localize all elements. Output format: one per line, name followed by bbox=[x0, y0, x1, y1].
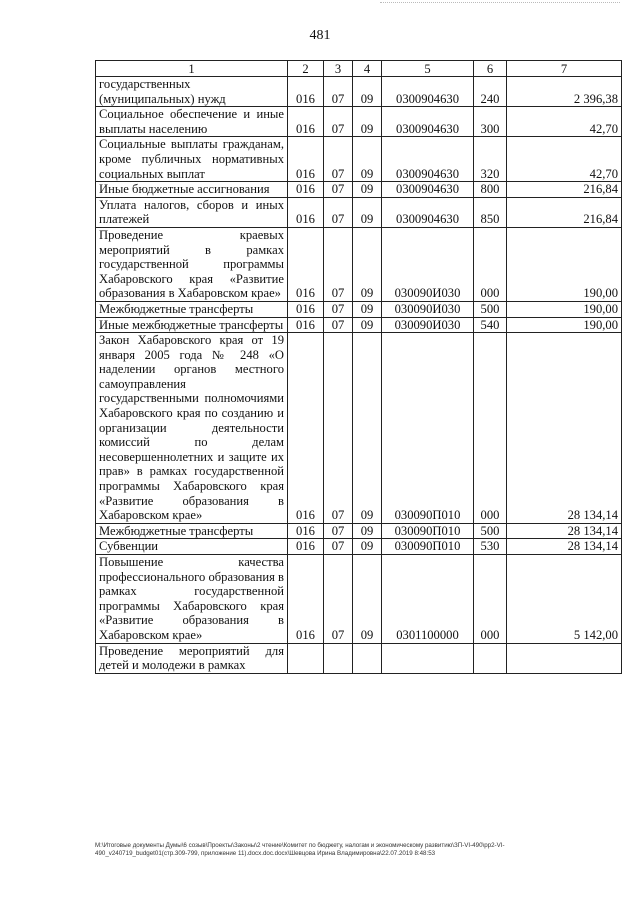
section-code-cell: 07 bbox=[324, 333, 353, 524]
table-row bbox=[96, 643, 622, 673]
expense-type-cell bbox=[474, 643, 507, 673]
expense-type-cell: 000 bbox=[474, 333, 507, 524]
amount-cell: 28 134,14 bbox=[507, 523, 622, 539]
table-header-row bbox=[96, 61, 622, 77]
grbs-code-cell: 016 bbox=[288, 555, 324, 644]
expense-name-cell: государственных (муниципальных) нужд bbox=[96, 77, 288, 107]
section-code-cell: 07 bbox=[324, 137, 353, 182]
section-code-cell: 07 bbox=[324, 555, 353, 644]
header-col-4: 4 bbox=[353, 61, 382, 77]
expense-type-cell: 000 bbox=[474, 227, 507, 301]
amount-cell: 190,00 bbox=[507, 227, 622, 301]
amount-cell: 42,70 bbox=[507, 137, 622, 182]
table-row bbox=[96, 107, 622, 137]
target-article-cell: 030090П010 bbox=[382, 333, 474, 524]
grbs-code-cell: 016 bbox=[288, 301, 324, 317]
header-col-6: 6 bbox=[474, 61, 507, 77]
amount-cell bbox=[507, 643, 622, 673]
page-number: 481 bbox=[309, 28, 331, 43]
table-row bbox=[96, 333, 622, 524]
subsection-code-cell: 09 bbox=[353, 301, 382, 317]
table-row bbox=[96, 182, 622, 198]
subsection-code-cell bbox=[353, 643, 382, 673]
target-article-cell: 030090П010 bbox=[382, 539, 474, 555]
header-col-2: 2 bbox=[288, 61, 324, 77]
expense-type-cell: 500 bbox=[474, 523, 507, 539]
expense-name-cell: Межбюджетные трансферты bbox=[96, 301, 288, 317]
grbs-code-cell: 016 bbox=[288, 77, 324, 107]
subsection-code-cell: 09 bbox=[353, 555, 382, 644]
footer-line-1: М:\Итоговые документы Думы\6 созыв\Проекты\Законы\2 чтение\Комитет по бюджету, налогам и экономическому развитию\ЗП-VI-490\pp2-VI- bbox=[95, 842, 505, 849]
subsection-code-cell: 09 bbox=[353, 197, 382, 227]
expense-name-cell: Социальные выплаты гражданам, кроме публичных нормативных социальных выплат bbox=[96, 137, 288, 182]
subsection-code-cell: 09 bbox=[353, 107, 382, 137]
header-col-7: 7 bbox=[507, 61, 622, 77]
section-code-cell: 07 bbox=[324, 523, 353, 539]
target-article-cell: 0300904630 bbox=[382, 182, 474, 198]
expense-type-cell: 540 bbox=[474, 317, 507, 333]
target-article-cell: 0300904630 bbox=[382, 197, 474, 227]
grbs-code-cell: 016 bbox=[288, 197, 324, 227]
expense-type-cell: 240 bbox=[474, 77, 507, 107]
footer-line-2: 490_v240719_budget01(стр.309-799, приложение 11).docx.doc.docx\Шевцова Ирина Владимировна\22.07.2019 8:48:53 bbox=[95, 850, 436, 857]
subsection-code-cell: 09 bbox=[353, 317, 382, 333]
subsection-code-cell: 09 bbox=[353, 137, 382, 182]
grbs-code-cell: 016 bbox=[288, 107, 324, 137]
budget-table bbox=[95, 60, 622, 674]
section-code-cell: 07 bbox=[324, 182, 353, 198]
expense-name-cell: Проведение краевых мероприятий в рамках государственной программы Хабаровского края «Развитие образования в Хабаровском крае» bbox=[96, 227, 288, 301]
section-code-cell: 07 bbox=[324, 539, 353, 555]
subsection-code-cell: 09 bbox=[353, 539, 382, 555]
expense-name-cell: Закон Хабаровского края от 19 января 2005 года № 248 «О наделении органов местного самоуправления государственными полномочиями Хабаровского края по созданию и организации деятельности комиссий по делам несовершеннолетних и защите их прав» в рамках государственной программы Хабаровского края «Развитие образования в Хабаровском крае» bbox=[96, 333, 288, 524]
target-article-cell: 0300904630 bbox=[382, 77, 474, 107]
section-code-cell: 07 bbox=[324, 77, 353, 107]
section-code-cell: 07 bbox=[324, 301, 353, 317]
target-article-cell: 030090И030 bbox=[382, 301, 474, 317]
expense-name-cell: Субвенции bbox=[96, 539, 288, 555]
expense-name-cell: Иные межбюджетные трансферты bbox=[96, 317, 288, 333]
table-row bbox=[96, 227, 622, 301]
grbs-code-cell: 016 bbox=[288, 333, 324, 524]
header-col-5: 5 bbox=[382, 61, 474, 77]
target-article-cell: 030090П010 bbox=[382, 523, 474, 539]
table-row bbox=[96, 197, 622, 227]
target-article-cell: 0300904630 bbox=[382, 137, 474, 182]
table-row bbox=[96, 555, 622, 644]
grbs-code-cell: 016 bbox=[288, 137, 324, 182]
amount-cell: 216,84 bbox=[507, 197, 622, 227]
target-article-cell: 030090И030 bbox=[382, 317, 474, 333]
expense-type-cell: 320 bbox=[474, 137, 507, 182]
target-article-cell: 030090И030 bbox=[382, 227, 474, 301]
section-code-cell bbox=[324, 643, 353, 673]
amount-cell: 42,70 bbox=[507, 107, 622, 137]
grbs-code-cell: 016 bbox=[288, 539, 324, 555]
table-row bbox=[96, 301, 622, 317]
document-path-footer bbox=[95, 842, 625, 858]
grbs-code-cell: 016 bbox=[288, 227, 324, 301]
amount-cell: 216,84 bbox=[507, 182, 622, 198]
grbs-code-cell: 016 bbox=[288, 523, 324, 539]
subsection-code-cell: 09 bbox=[353, 333, 382, 524]
amount-cell: 190,00 bbox=[507, 317, 622, 333]
expense-type-cell: 000 bbox=[474, 555, 507, 644]
table-row bbox=[96, 539, 622, 555]
grbs-code-cell bbox=[288, 643, 324, 673]
section-code-cell: 07 bbox=[324, 197, 353, 227]
subsection-code-cell: 09 bbox=[353, 77, 382, 107]
amount-cell: 5 142,00 bbox=[507, 555, 622, 644]
expense-type-cell: 800 bbox=[474, 182, 507, 198]
expense-name-cell: Межбюджетные трансферты bbox=[96, 523, 288, 539]
table-row bbox=[96, 317, 622, 333]
section-code-cell: 07 bbox=[324, 107, 353, 137]
expense-type-cell: 850 bbox=[474, 197, 507, 227]
table-row bbox=[96, 523, 622, 539]
top-edge-marks bbox=[380, 2, 620, 7]
grbs-code-cell: 016 bbox=[288, 317, 324, 333]
target-article-cell: 0300904630 bbox=[382, 107, 474, 137]
amount-cell: 190,00 bbox=[507, 301, 622, 317]
expense-name-cell: Уплата налогов, сборов и иных платежей bbox=[96, 197, 288, 227]
amount-cell: 28 134,14 bbox=[507, 333, 622, 524]
header-col-3: 3 bbox=[324, 61, 353, 77]
expense-name-cell: Проведение мероприятий для детей и молодежи в рамках bbox=[96, 643, 288, 673]
amount-cell: 2 396,38 bbox=[507, 77, 622, 107]
expense-type-cell: 500 bbox=[474, 301, 507, 317]
expense-name-cell: Иные бюджетные ассигнования bbox=[96, 182, 288, 198]
subsection-code-cell: 09 bbox=[353, 523, 382, 539]
table-row bbox=[96, 137, 622, 182]
subsection-code-cell: 09 bbox=[353, 182, 382, 198]
target-article-cell: 0301100000 bbox=[382, 555, 474, 644]
subsection-code-cell: 09 bbox=[353, 227, 382, 301]
grbs-code-cell: 016 bbox=[288, 182, 324, 198]
target-article-cell bbox=[382, 643, 474, 673]
expense-name-cell: Повышение качества профессионального образования в рамках государственной программы Хабаровского края «Развитие образования в Хабаровском крае» bbox=[96, 555, 288, 644]
section-code-cell: 07 bbox=[324, 317, 353, 333]
expense-name-cell: Социальное обеспечение и иные выплаты населению bbox=[96, 107, 288, 137]
header-col-1: 1 bbox=[96, 61, 288, 77]
section-code-cell: 07 bbox=[324, 227, 353, 301]
amount-cell: 28 134,14 bbox=[507, 539, 622, 555]
expense-type-cell: 530 bbox=[474, 539, 507, 555]
table-row bbox=[96, 77, 622, 107]
expense-type-cell: 300 bbox=[474, 107, 507, 137]
